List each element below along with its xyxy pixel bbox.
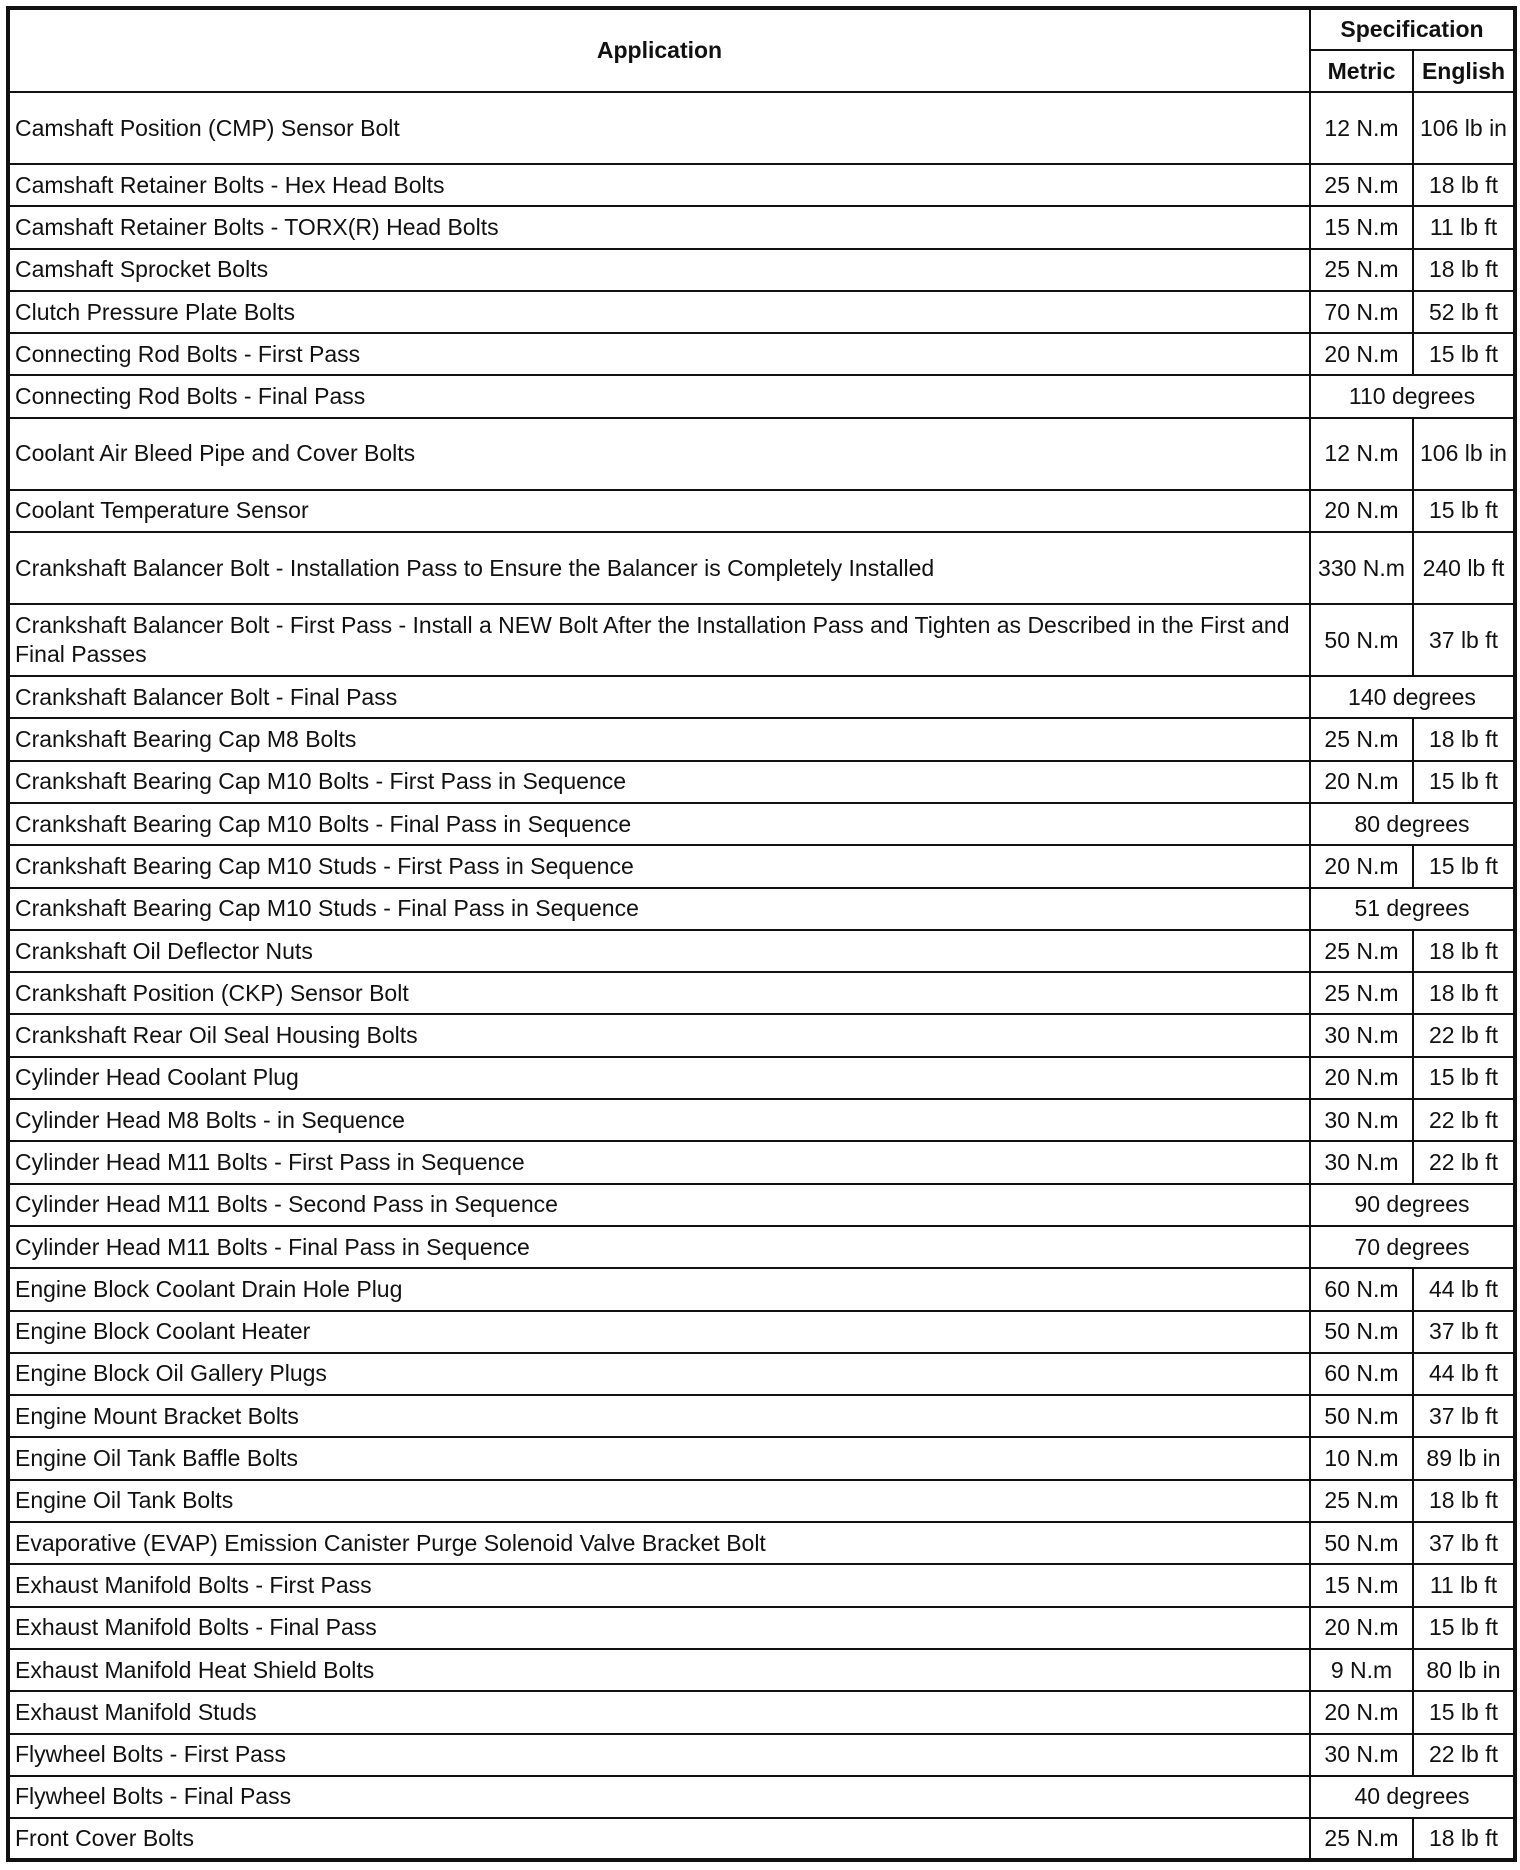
metric-cell: 30 N.m <box>1310 1141 1413 1183</box>
application-cell: Cylinder Head M8 Bolts - in Sequence <box>8 1099 1310 1141</box>
metric-cell: 10 N.m <box>1310 1437 1413 1479</box>
english-cell: 44 lb ft <box>1413 1268 1515 1310</box>
table-row <box>8 1691 1515 1733</box>
english-cell: 15 lb ft <box>1413 761 1515 803</box>
english-cell: 15 lb ft <box>1413 333 1515 375</box>
metric-cell: 15 N.m <box>1310 1564 1413 1606</box>
english-cell: 52 lb ft <box>1413 291 1515 333</box>
metric-cell: 30 N.m <box>1310 1014 1413 1056</box>
english-cell: 18 lb ft <box>1413 249 1515 291</box>
english-cell: 37 lb ft <box>1413 1522 1515 1564</box>
english-cell: 18 lb ft <box>1413 1480 1515 1522</box>
application-cell: Crankshaft Bearing Cap M10 Bolts - First Pass in Sequence <box>8 761 1310 803</box>
table-row <box>8 490 1515 532</box>
application-cell: Connecting Rod Bolts - Final Pass <box>8 375 1310 417</box>
english-cell: 22 lb ft <box>1413 1099 1515 1141</box>
metric-cell: 50 N.m <box>1310 1395 1413 1437</box>
application-cell: Engine Block Oil Gallery Plugs <box>8 1353 1310 1395</box>
metric-cell: 25 N.m <box>1310 1480 1413 1522</box>
application-cell: Exhaust Manifold Bolts - Final Pass <box>8 1607 1310 1649</box>
metric-cell: 50 N.m <box>1310 1311 1413 1353</box>
application-cell: Engine Block Coolant Heater <box>8 1311 1310 1353</box>
table-row <box>8 92 1515 164</box>
header-row-top <box>8 8 1515 50</box>
table-row <box>8 206 1515 248</box>
table-row <box>8 972 1515 1014</box>
application-cell: Crankshaft Bearing Cap M10 Studs - Final Pass in Sequence <box>8 888 1310 930</box>
english-cell: 22 lb ft <box>1413 1141 1515 1183</box>
table-row <box>8 803 1515 845</box>
application-cell: Cylinder Head M11 Bolts - Second Pass in Sequence <box>8 1184 1310 1226</box>
metric-cell: 20 N.m <box>1310 761 1413 803</box>
table-row <box>8 1776 1515 1818</box>
metric-cell: 20 N.m <box>1310 1691 1413 1733</box>
combined-spec-cell: 140 degrees <box>1310 676 1515 718</box>
application-cell: Engine Oil Tank Baffle Bolts <box>8 1437 1310 1479</box>
application-cell: Crankshaft Balancer Bolt - Final Pass <box>8 676 1310 718</box>
metric-cell: 15 N.m <box>1310 206 1413 248</box>
application-header: Application <box>8 8 1310 92</box>
english-cell: 22 lb ft <box>1413 1734 1515 1776</box>
metric-cell: 12 N.m <box>1310 92 1413 164</box>
table-row <box>8 1734 1515 1776</box>
table-row <box>8 676 1515 718</box>
table-row <box>8 1226 1515 1268</box>
application-cell: Crankshaft Bearing Cap M10 Studs - First Pass in Sequence <box>8 845 1310 887</box>
torque-spec-table <box>6 6 1517 1862</box>
english-cell: 18 lb ft <box>1413 718 1515 760</box>
metric-cell: 20 N.m <box>1310 333 1413 375</box>
application-cell: Cylinder Head Coolant Plug <box>8 1057 1310 1099</box>
english-cell: 89 lb in <box>1413 1437 1515 1479</box>
metric-cell: 60 N.m <box>1310 1268 1413 1310</box>
metric-cell: 25 N.m <box>1310 972 1413 1014</box>
table-row <box>8 1353 1515 1395</box>
table-body <box>8 92 1515 1860</box>
table-row <box>8 1564 1515 1606</box>
english-cell: 15 lb ft <box>1413 1057 1515 1099</box>
metric-cell: 12 N.m <box>1310 418 1413 490</box>
application-cell: Crankshaft Position (CKP) Sensor Bolt <box>8 972 1310 1014</box>
application-cell: Coolant Temperature Sensor <box>8 490 1310 532</box>
metric-cell: 25 N.m <box>1310 249 1413 291</box>
english-cell: 15 lb ft <box>1413 490 1515 532</box>
table-row <box>8 333 1515 375</box>
english-cell: 44 lb ft <box>1413 1353 1515 1395</box>
english-cell: 15 lb ft <box>1413 1691 1515 1733</box>
metric-cell: 25 N.m <box>1310 718 1413 760</box>
metric-cell: 9 N.m <box>1310 1649 1413 1691</box>
application-cell: Crankshaft Rear Oil Seal Housing Bolts <box>8 1014 1310 1056</box>
table-row <box>8 249 1515 291</box>
application-cell: Flywheel Bolts - First Pass <box>8 1734 1310 1776</box>
combined-spec-cell: 70 degrees <box>1310 1226 1515 1268</box>
english-cell: 11 lb ft <box>1413 1564 1515 1606</box>
application-cell: Cylinder Head M11 Bolts - Final Pass in Sequence <box>8 1226 1310 1268</box>
table-row <box>8 888 1515 930</box>
application-cell: Engine Block Coolant Drain Hole Plug <box>8 1268 1310 1310</box>
english-cell: 15 lb ft <box>1413 845 1515 887</box>
english-cell: 18 lb ft <box>1413 1818 1515 1860</box>
metric-cell: 25 N.m <box>1310 1818 1413 1860</box>
application-cell: Camshaft Position (CMP) Sensor Bolt <box>8 92 1310 164</box>
application-cell: Connecting Rod Bolts - First Pass <box>8 333 1310 375</box>
application-cell: Exhaust Manifold Bolts - First Pass <box>8 1564 1310 1606</box>
application-cell: Exhaust Manifold Studs <box>8 1691 1310 1733</box>
table-row <box>8 1141 1515 1183</box>
table-row <box>8 1437 1515 1479</box>
table-row <box>8 718 1515 760</box>
application-cell: Crankshaft Bearing Cap M8 Bolts <box>8 718 1310 760</box>
metric-cell: 50 N.m <box>1310 604 1413 676</box>
table-row <box>8 1099 1515 1141</box>
english-cell: 22 lb ft <box>1413 1014 1515 1056</box>
table-row <box>8 1522 1515 1564</box>
metric-cell: 50 N.m <box>1310 1522 1413 1564</box>
english-cell: 18 lb ft <box>1413 972 1515 1014</box>
table-row <box>8 1014 1515 1056</box>
application-cell: Crankshaft Balancer Bolt - Installation Pass to Ensure the Balancer is Completely Installed <box>8 532 1310 604</box>
combined-spec-cell: 90 degrees <box>1310 1184 1515 1226</box>
metric-cell: 20 N.m <box>1310 1607 1413 1649</box>
table-row <box>8 845 1515 887</box>
table-row <box>8 532 1515 604</box>
application-cell: Clutch Pressure Plate Bolts <box>8 291 1310 333</box>
metric-cell: 25 N.m <box>1310 930 1413 972</box>
english-cell: 37 lb ft <box>1413 604 1515 676</box>
application-cell: Camshaft Retainer Bolts - TORX(R) Head Bolts <box>8 206 1310 248</box>
metric-cell: 20 N.m <box>1310 845 1413 887</box>
table-row <box>8 291 1515 333</box>
application-cell: Crankshaft Bearing Cap M10 Bolts - Final Pass in Sequence <box>8 803 1310 845</box>
application-cell: Engine Oil Tank Bolts <box>8 1480 1310 1522</box>
english-cell: 106 lb in <box>1413 92 1515 164</box>
table-row <box>8 1057 1515 1099</box>
table-row <box>8 1818 1515 1860</box>
application-cell: Flywheel Bolts - Final Pass <box>8 1776 1310 1818</box>
application-cell: Exhaust Manifold Heat Shield Bolts <box>8 1649 1310 1691</box>
english-cell: 18 lb ft <box>1413 930 1515 972</box>
table-row <box>8 375 1515 417</box>
table-row <box>8 1268 1515 1310</box>
table-row <box>8 761 1515 803</box>
table-row <box>8 1607 1515 1649</box>
combined-spec-cell: 110 degrees <box>1310 375 1515 417</box>
metric-cell: 330 N.m <box>1310 532 1413 604</box>
specification-header: Specification <box>1310 8 1515 50</box>
english-cell: 18 lb ft <box>1413 164 1515 206</box>
table-row <box>8 1395 1515 1437</box>
application-cell: Engine Mount Bracket Bolts <box>8 1395 1310 1437</box>
table-row <box>8 1649 1515 1691</box>
table-row <box>8 930 1515 972</box>
table-row <box>8 1311 1515 1353</box>
metric-cell: 30 N.m <box>1310 1099 1413 1141</box>
combined-spec-cell: 80 degrees <box>1310 803 1515 845</box>
metric-cell: 60 N.m <box>1310 1353 1413 1395</box>
metric-cell: 20 N.m <box>1310 490 1413 532</box>
english-cell: 11 lb ft <box>1413 206 1515 248</box>
english-cell: 37 lb ft <box>1413 1311 1515 1353</box>
table-row <box>8 1480 1515 1522</box>
english-cell: 15 lb ft <box>1413 1607 1515 1649</box>
table-row <box>8 164 1515 206</box>
metric-header: Metric <box>1310 50 1413 92</box>
table-row <box>8 1184 1515 1226</box>
application-cell: Crankshaft Oil Deflector Nuts <box>8 930 1310 972</box>
english-header: English <box>1413 50 1515 92</box>
metric-cell: 25 N.m <box>1310 164 1413 206</box>
table-header <box>8 8 1515 92</box>
metric-cell: 70 N.m <box>1310 291 1413 333</box>
application-cell: Crankshaft Balancer Bolt - First Pass - Install a NEW Bolt After the Installation Pass and Tighten as Described in the First and Final Passes <box>8 604 1310 676</box>
combined-spec-cell: 51 degrees <box>1310 888 1515 930</box>
application-cell: Coolant Air Bleed Pipe and Cover Bolts <box>8 418 1310 490</box>
english-cell: 240 lb ft <box>1413 532 1515 604</box>
application-cell: Camshaft Retainer Bolts - Hex Head Bolts <box>8 164 1310 206</box>
table-row <box>8 418 1515 490</box>
application-cell: Front Cover Bolts <box>8 1818 1310 1860</box>
english-cell: 37 lb ft <box>1413 1395 1515 1437</box>
table-row <box>8 604 1515 676</box>
application-cell: Cylinder Head M11 Bolts - First Pass in Sequence <box>8 1141 1310 1183</box>
english-cell: 106 lb in <box>1413 418 1515 490</box>
application-cell: Evaporative (EVAP) Emission Canister Purge Solenoid Valve Bracket Bolt <box>8 1522 1310 1564</box>
metric-cell: 20 N.m <box>1310 1057 1413 1099</box>
english-cell: 80 lb in <box>1413 1649 1515 1691</box>
combined-spec-cell: 40 degrees <box>1310 1776 1515 1818</box>
metric-cell: 30 N.m <box>1310 1734 1413 1776</box>
application-cell: Camshaft Sprocket Bolts <box>8 249 1310 291</box>
